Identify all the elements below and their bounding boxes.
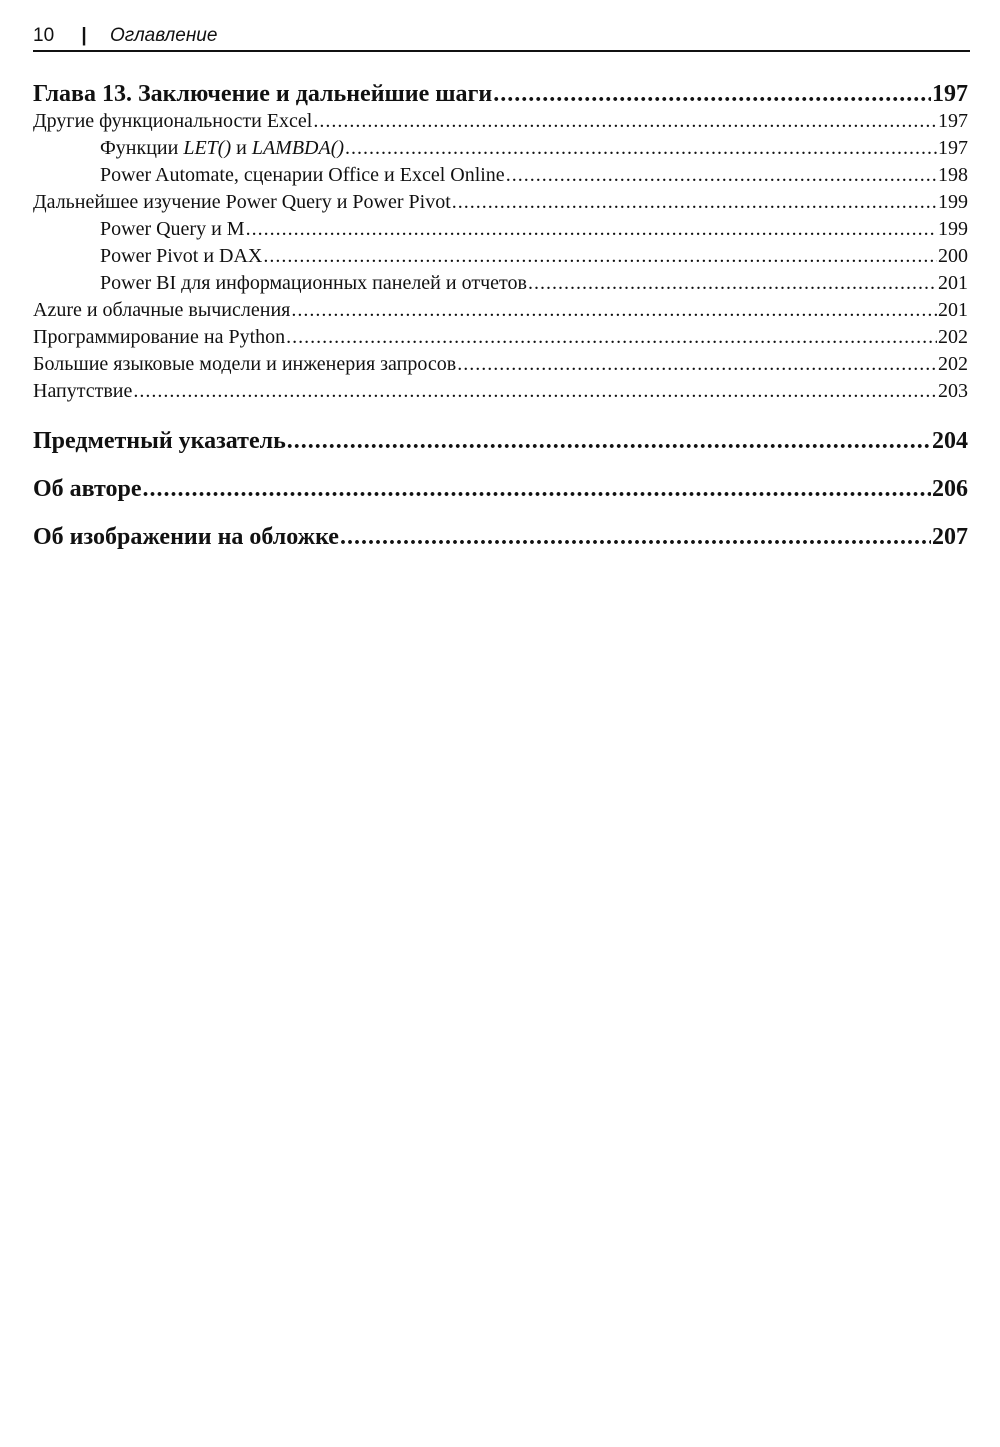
toc-section-llm[interactable] bbox=[33, 351, 968, 378]
toc-entry-page: 206 bbox=[932, 476, 968, 502]
lambda-function-name: LAMBDA() bbox=[251, 137, 345, 159]
header-separator: | bbox=[81, 25, 87, 46]
toc-entry-page: 207 bbox=[932, 524, 968, 550]
toc-section-other-features[interactable] bbox=[33, 108, 968, 135]
toc-index[interactable] bbox=[33, 427, 968, 455]
toc-entry-label: Azure и облачные вычисления bbox=[33, 299, 291, 321]
toc-entry-page: 200 bbox=[938, 245, 968, 267]
table-of-contents bbox=[33, 80, 968, 551]
leader-dots bbox=[457, 351, 937, 378]
leader-dots bbox=[493, 80, 931, 108]
toc-subsection-power-bi[interactable] bbox=[33, 270, 968, 297]
toc-entry-label: Программирование на Python bbox=[33, 326, 286, 348]
toc-entry-label: Другие функциональности Excel bbox=[33, 110, 313, 132]
toc-subsection-power-pivot[interactable] bbox=[33, 243, 968, 270]
toc-entry-label: Предметный указатель bbox=[33, 428, 286, 454]
toc-entry-label: Об изображении на обложке bbox=[33, 524, 339, 550]
leader-dots bbox=[506, 162, 937, 189]
leader-dots bbox=[340, 523, 931, 551]
leader-dots bbox=[287, 427, 931, 455]
toc-entry-page: 197 bbox=[932, 81, 968, 107]
toc-entry-label: Power BI для информационных панелей и отчетов bbox=[100, 272, 527, 294]
toc-section-further-study[interactable] bbox=[33, 189, 968, 216]
toc-about-author[interactable] bbox=[33, 475, 968, 503]
toc-entry-page: 203 bbox=[938, 380, 968, 402]
toc-entry-page: 201 bbox=[938, 299, 968, 321]
toc-entry-page: 204 bbox=[932, 428, 968, 454]
leader-dots bbox=[345, 135, 937, 162]
toc-entry-page: 202 bbox=[938, 326, 968, 348]
toc-subsection-power-automate[interactable] bbox=[33, 162, 968, 189]
toc-entry-page: 197 bbox=[938, 110, 968, 132]
toc-entry-page: 201 bbox=[938, 272, 968, 294]
toc-entry-label: Power Query и M bbox=[100, 218, 245, 240]
toc-entry-label: Глава 13. Заключение и дальнейшие шаги bbox=[33, 81, 493, 107]
toc-subsection-functions[interactable] bbox=[33, 135, 968, 162]
toc-entry-label: Большие языковые модели и инженерия запросов bbox=[33, 353, 457, 375]
toc-entry-page: 199 bbox=[938, 218, 968, 240]
leader-dots bbox=[133, 378, 937, 405]
functions-and: и bbox=[236, 137, 247, 159]
leader-dots bbox=[452, 189, 937, 216]
toc-entry-page: 198 bbox=[938, 164, 968, 186]
leader-dots bbox=[143, 475, 931, 503]
let-function-name: LET() bbox=[183, 137, 232, 159]
toc-subsection-power-query[interactable] bbox=[33, 216, 968, 243]
leader-dots bbox=[286, 324, 937, 351]
leader-dots bbox=[263, 243, 937, 270]
toc-entry-label: Дальнейшее изучение Power Query и Power Pivot bbox=[33, 191, 451, 213]
toc-about-cover[interactable] bbox=[33, 523, 968, 551]
toc-entry-label: Об авторе bbox=[33, 476, 142, 502]
page-header bbox=[33, 22, 970, 52]
leader-dots bbox=[246, 216, 937, 243]
toc-entry-label: Power Pivot и DAX bbox=[100, 245, 263, 267]
leader-dots bbox=[291, 297, 937, 324]
toc-entry-page: 197 bbox=[938, 137, 968, 159]
toc-section-python[interactable] bbox=[33, 324, 968, 351]
toc-entry-label bbox=[100, 135, 344, 162]
toc-section-azure[interactable] bbox=[33, 297, 968, 324]
running-title: Оглавление bbox=[110, 25, 218, 46]
leader-dots bbox=[313, 108, 937, 135]
leader-dots bbox=[528, 270, 937, 297]
page-number: 10 bbox=[33, 25, 55, 46]
toc-entry-page: 202 bbox=[938, 353, 968, 375]
functions-prefix: Функции bbox=[100, 137, 179, 159]
toc-entry-label: Напутствие bbox=[33, 380, 133, 402]
toc-entry-page: 199 bbox=[938, 191, 968, 213]
toc-entry-label: Power Automate, сценарии Office и Excel Online bbox=[100, 164, 505, 186]
toc-section-farewell[interactable] bbox=[33, 378, 968, 405]
toc-chapter-13[interactable] bbox=[33, 80, 968, 108]
